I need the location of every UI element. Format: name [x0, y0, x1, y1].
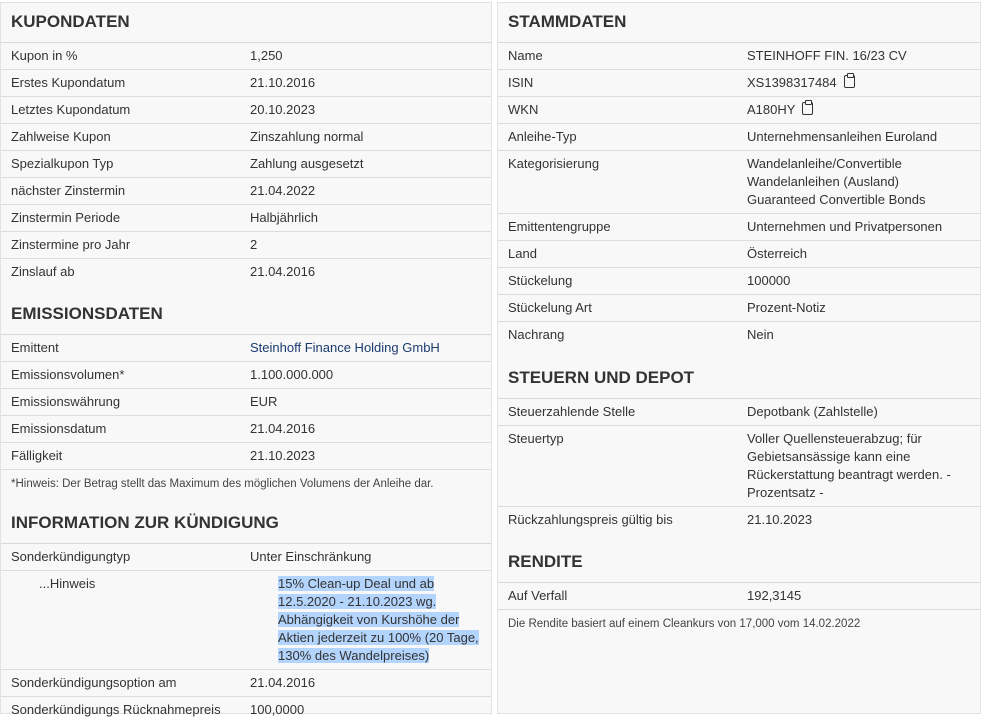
kupondaten-heading: KUPONDATEN — [1, 3, 491, 43]
table-row — [1, 97, 491, 124]
row-label: Rückzahlungspreis gültig bis — [508, 512, 673, 527]
right-panel — [497, 2, 981, 714]
row-value — [747, 511, 980, 529]
table-row — [498, 214, 980, 241]
value-text: Nein — [747, 327, 774, 342]
value-text: 1.100.000.000 — [250, 367, 334, 382]
emissionsdaten-heading: EMISSIONSDATEN — [1, 293, 491, 335]
stammdaten-table — [498, 43, 980, 348]
row-label: Stückelung — [508, 273, 573, 288]
value-text: 100,0000 — [250, 702, 305, 717]
table-row — [1, 416, 491, 443]
value-text: Depotbank (Zahlstelle) — [747, 404, 878, 419]
value-text: XS1398317484 — [747, 75, 837, 90]
row-label: Spezialkupon Typ — [11, 156, 114, 171]
row-value — [250, 366, 491, 384]
row-label: Steuertyp — [508, 431, 564, 446]
row-value — [747, 155, 980, 209]
table-row — [1, 362, 491, 389]
value-text: 21.10.2016 — [250, 75, 316, 90]
table-row — [1, 259, 491, 285]
row-value — [747, 403, 980, 421]
rendite-table — [498, 583, 980, 609]
row-label: nächster Zinstermin — [11, 183, 126, 198]
value-text: Zinszahlung normal — [250, 129, 364, 144]
row-label: Zinstermin Periode — [11, 210, 121, 225]
kupondaten-table — [1, 43, 491, 285]
table-row — [1, 670, 491, 697]
table-row — [498, 43, 980, 70]
table-row — [1, 697, 491, 723]
row-label: Nachrang — [508, 327, 565, 342]
table-row — [1, 151, 491, 178]
table-row — [1, 389, 491, 416]
table-row — [498, 97, 980, 124]
row-value — [250, 447, 491, 465]
value-text: A180HY — [747, 102, 796, 117]
row-value — [250, 548, 491, 566]
kuendigung-heading: INFORMATION ZUR KÜNDIGUNG — [1, 502, 491, 544]
table-row — [498, 241, 980, 268]
row-label: Auf Verfall — [508, 588, 568, 603]
value-text: 100000 — [747, 273, 791, 288]
row-value — [250, 155, 491, 173]
table-row — [1, 232, 491, 259]
row-label: ISIN — [508, 75, 534, 90]
selected-hint-text: 15% Clean-up Deal und ab 12.5.2020 - 21.10.2023 wg. Abhängigkeit von Kurshöhe der Aktien jederzeit zu 100% (20 Tage, 130% des Wandelpreises) — [278, 576, 479, 663]
table-row — [1, 205, 491, 232]
value-text: 21.04.2016 — [250, 675, 316, 690]
row-value — [250, 339, 491, 357]
steuern-heading: STEUERN UND DEPOT — [498, 357, 980, 399]
stammdaten-heading: STAMMDATEN — [498, 3, 980, 43]
table-row — [498, 124, 980, 151]
row-label: Zinslauf ab — [11, 264, 75, 279]
row-label: Zinstermine pro Jahr — [11, 237, 131, 252]
issuer-link[interactable]: Steinhoff Finance Holding GmbH — [250, 340, 440, 355]
row-label: Sonderkündigungs Rücknahmepreis — [11, 702, 221, 717]
row-value — [250, 47, 491, 65]
kuendigung-table — [1, 544, 491, 723]
row-label: Emittentengruppe — [508, 219, 611, 234]
row-value — [747, 218, 980, 236]
row-label: Kategorisierung — [508, 156, 600, 171]
row-value — [250, 393, 491, 411]
emissionsdaten-table — [1, 335, 491, 469]
row-value — [250, 674, 491, 692]
row-value — [747, 128, 980, 146]
table-row — [498, 507, 980, 533]
value-text: 21.04.2022 — [250, 183, 316, 198]
row-value — [250, 128, 491, 146]
table-row — [498, 70, 980, 97]
value-text: Österreich — [747, 246, 807, 261]
row-value — [250, 701, 491, 719]
emission-volume-note: *Hinweis: Der Betrag stellt das Maximum des möglichen Volumens der Anleihe dar. — [1, 469, 491, 498]
row-value — [747, 430, 980, 502]
steuern-table — [498, 399, 980, 533]
table-row — [498, 295, 980, 322]
row-label: Zahlweise Kupon — [11, 129, 111, 144]
row-label: Erstes Kupondatum — [11, 75, 126, 90]
table-row — [498, 322, 980, 348]
table-row — [1, 335, 491, 362]
value-text: Guaranteed Convertible Bonds — [747, 192, 926, 207]
value-text: Halbjährlich — [250, 210, 318, 225]
value-text: 21.04.2016 — [250, 421, 316, 436]
table-row — [1, 571, 491, 670]
row-value — [747, 245, 980, 263]
row-label: Name — [508, 48, 543, 63]
value-text: 20.10.2023 — [250, 102, 316, 117]
row-label: Steuerzahlende Stelle — [508, 404, 636, 419]
table-row — [1, 70, 491, 97]
value-text: 21.04.2016 — [250, 264, 316, 279]
value-text: Unternehmen und Privatpersonen — [747, 219, 943, 234]
table-row — [498, 268, 980, 295]
row-value — [747, 74, 980, 92]
row-label: Land — [508, 246, 537, 261]
value-text: EUR — [250, 394, 278, 409]
row-value — [278, 575, 491, 665]
table-row — [1, 178, 491, 205]
table-row — [498, 426, 980, 507]
table-row — [1, 124, 491, 151]
value-text: Wandelanleihen (Ausland) — [747, 174, 900, 189]
row-value — [250, 209, 491, 227]
row-label: Emissionsvolumen* — [11, 367, 125, 382]
row-label: Emissionsdatum — [11, 421, 107, 436]
row-label: Letztes Kupondatum — [11, 102, 131, 117]
left-panel — [0, 2, 492, 717]
row-value — [747, 47, 980, 65]
value-text: 21.10.2023 — [250, 448, 316, 463]
table-row — [498, 583, 980, 609]
rendite-heading: RENDITE — [498, 541, 980, 583]
row-value — [747, 101, 980, 119]
value-text: Unter Einschränkung — [250, 549, 372, 564]
row-label: WKN — [508, 102, 539, 117]
row-value — [747, 299, 980, 317]
row-label: Fälligkeit — [11, 448, 63, 463]
value-text: 2 — [250, 237, 258, 252]
value-text: Unternehmensanleihen Euroland — [747, 129, 938, 144]
row-label: Sonderkündigungtyp — [11, 549, 131, 564]
value-text: 1,250 — [250, 48, 283, 63]
row-value — [250, 420, 491, 438]
table-row — [498, 399, 980, 426]
value-text: Zahlung ausgesetzt — [250, 156, 364, 171]
row-value — [747, 272, 980, 290]
row-value — [250, 263, 491, 281]
row-value — [250, 236, 491, 254]
row-value — [747, 326, 980, 344]
value-text: 192,3145 — [747, 588, 802, 603]
row-value — [250, 182, 491, 200]
value-text: Voller Quellensteuerabzug; für Gebietsansässige kann eine Rückerstattung beantragt werden. - Prozentsatz - — [747, 431, 951, 500]
copy-clipboard-icon[interactable] — [802, 102, 813, 115]
row-label: Emissionswährung — [11, 394, 121, 409]
table-row — [1, 43, 491, 70]
row-label: ...Hinweis — [39, 576, 96, 591]
row-value — [250, 101, 491, 119]
row-label: Stückelung Art — [508, 300, 592, 315]
value-text: 21.10.2023 — [747, 512, 813, 527]
copy-clipboard-icon[interactable] — [844, 75, 855, 88]
row-value — [747, 587, 980, 605]
row-label: Anleihe-Typ — [508, 129, 577, 144]
value-text: STEINHOFF FIN. 16/23 CV — [747, 48, 907, 63]
table-row — [498, 151, 980, 214]
row-label: Emittent — [11, 340, 59, 355]
value-text: Prozent-Notiz — [747, 300, 826, 315]
row-label: Sonderkündigungsoption am — [11, 675, 177, 690]
table-row — [1, 544, 491, 571]
rendite-note: Die Rendite basiert auf einem Cleankurs von 17,000 vom 14.02.2022 — [498, 609, 980, 638]
row-value — [250, 74, 491, 92]
row-label: Kupon in % — [11, 48, 78, 63]
table-row — [1, 443, 491, 469]
value-text: Wandelanleihe/Convertible — [747, 156, 902, 171]
